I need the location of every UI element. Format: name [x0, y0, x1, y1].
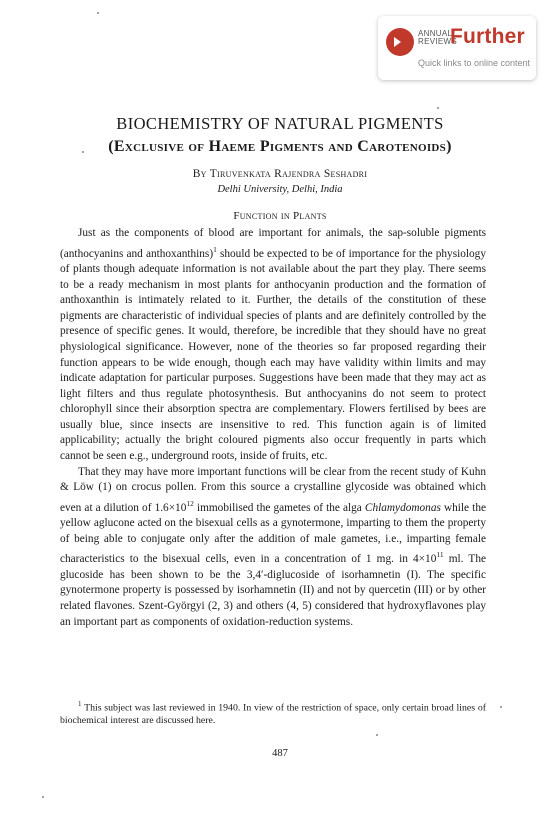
reviews-label: REVIEWS: [418, 37, 457, 46]
paragraph-2-text-d: ml. The glucoside has been shown to be the 3,4′-diglucoside of isorhamnetin (I). The specific gynotermone property is possessed by isorhamnetin (II) and not by quercetin (III) or by other related flavones. Szent-Györgyi (2, 3) and others (4, 5) considered that hydroxyflavones play an important part as components of oxidation-reduction systems.: [60, 553, 486, 628]
scan-speck: [376, 734, 378, 736]
exponent-11: 11: [436, 550, 444, 560]
further-badge[interactable]: [378, 16, 536, 80]
article-body: [60, 226, 486, 630]
author-affiliation: Delhi University, Delhi, India: [217, 184, 343, 195]
section-heading: Function in Plants: [233, 210, 327, 222]
author-line: By Tiruvenkata Rajendra Seshadri: [192, 168, 368, 180]
further-logo-circle: [386, 28, 414, 56]
species-name: Chlamydomonas: [364, 501, 441, 514]
annual-label: ANNUAL: [418, 29, 453, 38]
paragraph-1: [60, 226, 486, 465]
paragraph-1-text-b: should be expected to be of importance for the physiology of plants though adequate information is not available about the part they play. There seems to be a ready mechanism in most plants for anthocyanin production and the formation of anthoxanthin is intimately related to it. Further, the details of the constitution of these pigments are characteristic of individual species of plants and are definitely controlled by the presence of specific genes. It would, therefore, be incredible that they should have no great physiological significance. However, none of the theories so far proposed regarding their function appears to be wide enough, though each may have validity within limits and may indicate adaptation for particular purposes. Suggestions have been made that they may act as light filters and thus regulate photosynthesis. But anthocyanins do not seem to protect chlorophyll since their absorption spectra are complementary. Flowers fertilised by bees are usually blue, since insects are insensitive to red. This function again is of limited applicability; actually the bright coloured pigments also occur frequently in parts which cannot be seen e.g., underground roots, inside of fruits, etc.: [60, 247, 486, 463]
scan-speck: [42, 796, 44, 798]
footnote-reference: 1: [213, 244, 217, 254]
scan-speck: [97, 12, 99, 14]
scan-speck: [500, 706, 502, 708]
further-subtitle-link[interactable]: Quick links to online content: [418, 58, 531, 68]
page-number: 487: [272, 748, 288, 759]
paragraph-2-text-a: That they may have more important functions will be clear from the recent study of Kuhn & Löw (1) on crocus pollen. From this source a crystalline glycoside was obtained which even at a dilution of 1.6×10: [60, 465, 486, 514]
footnote-text: This subject was last reviewed in 1940. In view of the restriction of space, only certain broad lines of biochemical interest are discussed here.: [60, 702, 486, 727]
paragraph-2-text-b: immobilised the gametes of the alga: [193, 501, 365, 514]
scan-speck: [82, 151, 84, 153]
paragraph-1-text-a: Just as the components of blood are important for animals, the sap-soluble pigments (anthocyanins and anthoxanthins): [60, 227, 486, 260]
paragraph-2: [60, 465, 486, 630]
footnote-mark: 1: [78, 700, 82, 708]
scan-speck: [437, 107, 439, 109]
exponent-12: 12: [186, 498, 194, 508]
play-arrow-icon: [394, 37, 401, 47]
paragraph-2-text-c: while the yellow aglucone acted on the bisexual cells as a gynotermone, imparting to them the property of being able to conjugate only after the addition of male gametes, i.e., imparting female characteristics to the bisexual cells, even in a concentration of 1 mg. in 4×10: [60, 501, 486, 566]
article-title: BIOCHEMISTRY OF NATURAL PIGMENTS: [116, 114, 444, 133]
footnote: [60, 698, 486, 727]
article-subtitle: (Exclusive of Haeme Pigments and Carotenoids): [108, 138, 452, 155]
further-title: Further: [450, 25, 525, 48]
